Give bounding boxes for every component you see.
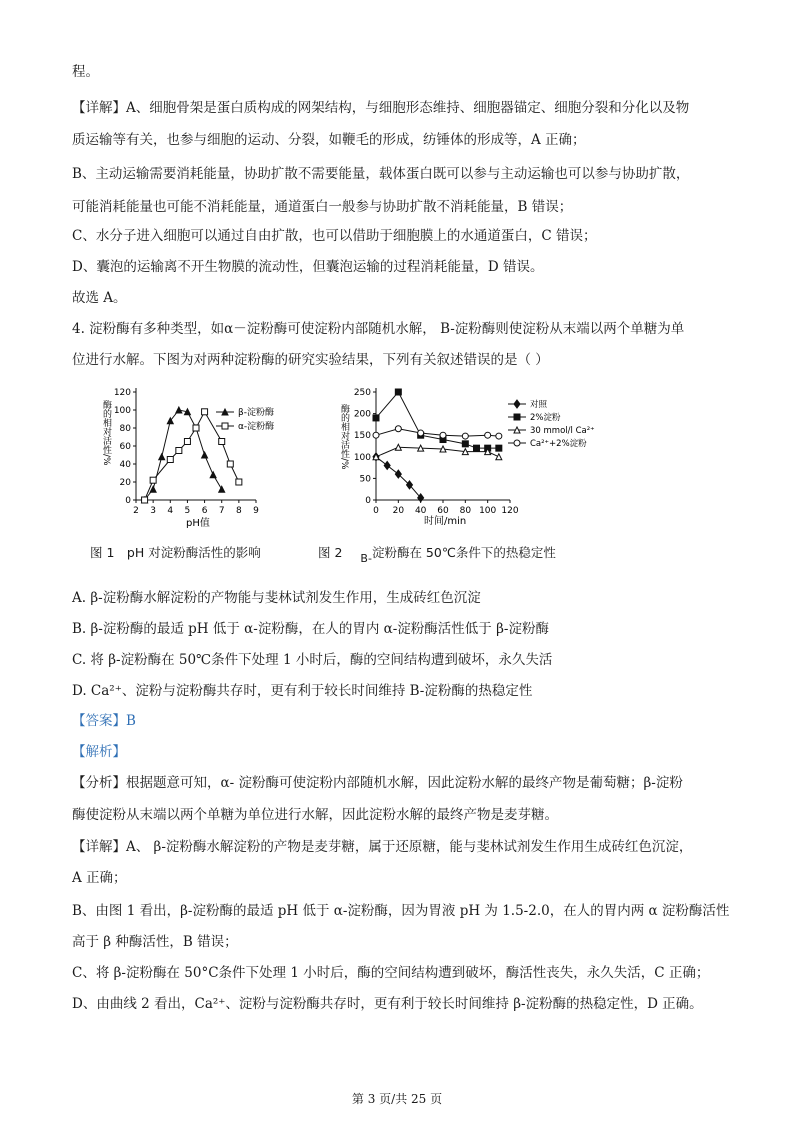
option-d: D. Ca²⁺、淀粉与淀粉酶共存时，更有利于较长时间维持 B-淀粉酶的热稳定性 [72, 683, 533, 699]
figure-2-caption [318, 543, 556, 565]
fig2-caption-sub: B- [360, 552, 372, 565]
fig1-y-tick-label: 120 [113, 388, 131, 398]
fig1-x-tick-label: 6 [201, 506, 208, 516]
fig2-y-tick-label: 250 [353, 388, 371, 398]
fig1-series-line [145, 410, 222, 500]
fig1-ylabel: 酶的相对活性/% [101, 400, 111, 466]
fig1-y-tick-label: 0 [125, 496, 131, 506]
fig1-data-point [142, 497, 148, 503]
fig1-x-tick-label: 8 [235, 506, 242, 516]
fig1-xlabel: pH值 [186, 518, 210, 529]
fig1-x-tick-label: 3 [150, 506, 157, 516]
option-a: A. β-淀粉酶水解淀粉的产物能与斐林试剂发生作用，生成砖红色沉淀 [72, 590, 481, 606]
fig1-x-tick-label: 9 [253, 506, 259, 516]
explanation-line: 高于 β 种酶活性，B 错误； [72, 934, 238, 950]
fig1-data-point [176, 448, 182, 454]
fig1-legend-label: β-淀粉酶 [238, 408, 274, 418]
text-line: C、水分子进入细胞可以通过自由扩散，也可以借助于细胞膜上的水通道蛋白，C 错误； [72, 228, 597, 244]
fig1-data-point [193, 425, 199, 431]
fig2-legend-marker [514, 440, 520, 446]
fig1-x-tick-label: 2 [133, 506, 139, 516]
page-footer: 第 3 页/共 25 页 [351, 1092, 443, 1106]
figure-1-chart [96, 384, 276, 534]
fig2-data-point [496, 445, 502, 451]
fig2-x-tick-label: 0 [373, 506, 379, 516]
figure-2-chart [336, 384, 616, 534]
explanation-line: 【分析】根据题意可知，α- 淀粉酶可使淀粉内部随机水解，因此淀粉水解的最终产物是葡萄糖；β-淀粉 [72, 775, 683, 791]
fig1-legend-marker [222, 423, 228, 429]
explanation-line: D、由曲线 2 看出，Ca²⁺、淀粉与淀粉酶共存时，更有利于较长时间维持 β-淀粉酶的热稳定性，D 正确。 [72, 996, 703, 1012]
explanation-line: A 正确； [72, 870, 127, 886]
fig1-data-point [202, 409, 208, 415]
text-line: 故选 A。 [72, 290, 127, 306]
fig1-data-point [210, 472, 216, 478]
fig2-caption-text: 淀粉酶在 50℃条件下的热稳定性 [371, 545, 556, 560]
fig2-data-point [485, 432, 491, 438]
text-line: 质运输等有关，也参与细胞的运动、分裂，如鞭毛的形成，纺锤体的形成等，A 正确； [72, 132, 586, 148]
fig2-data-point [462, 433, 468, 439]
fig2-series-line [376, 429, 499, 436]
fig1-data-point [227, 461, 233, 467]
explanation-line: C、将 β-淀粉酶在 50°C条件下处理 1 小时后，酶的空间结构遭到破坏，酶活性丧失，永久失活，C 正确； [72, 965, 710, 981]
fig2-caption-prefix: 图 2 [318, 545, 343, 560]
text-line: B、主动运输需要消耗能量，协助扩散不需要能量，载体蛋白既可以参与主动运输也可以参与协助扩散， [72, 166, 690, 182]
fig2-ylabel: 酶的相对活性/% [339, 404, 349, 470]
fig1-x-tick-label: 5 [184, 506, 191, 516]
fig2-x-tick-label: 120 [501, 506, 519, 516]
question-stem: 位进行水解。下图为对两种淀粉酶的研究实验结果，下列有关叙述错误的是（ ） [72, 352, 549, 368]
fig2-series-line [376, 447, 499, 457]
fig2-data-point [395, 389, 401, 395]
fig2-xlabel: 时间/min [424, 516, 467, 527]
fig2-legend-label: 30 mmol/l Ca²⁺ [530, 426, 595, 436]
fig1-y-tick-label: 20 [119, 478, 131, 488]
fig1-data-point [159, 454, 165, 460]
figure-1-caption: 图 1 pH 对淀粉酶活性的影响 [90, 545, 261, 560]
fig2-data-point [496, 433, 502, 439]
fig1-legend-label: α-淀粉酶 [238, 422, 275, 432]
fig2-data-point [384, 461, 390, 469]
fig1-y-tick-label: 40 [119, 460, 131, 470]
fig1-data-point [219, 486, 225, 492]
text-line: D、囊泡的运输离不开生物膜的流动性，但囊泡运输的过程消耗能量，D 错误。 [72, 259, 544, 275]
fig2-legend-label: 2%淀粉 [530, 413, 561, 423]
fig2-x-tick-label: 40 [414, 506, 427, 516]
fig2-x-tick-label: 60 [437, 506, 449, 516]
fig2-series-line [376, 392, 499, 448]
fig2-x-tick-label: 80 [459, 506, 472, 516]
explanation-line: B、由图 1 看出，β-淀粉酶的最适 pH 低于 α-淀粉酶，因为胃液 pH 为 1.5-2.0，在人的胃内两 α 淀粉酶活性 [72, 903, 730, 919]
fig2-data-point [462, 441, 468, 447]
explanation-line: 酶使淀粉从末端以两个单糖为单位进行水解，因此淀粉水解的最终产物是麦芽糖。 [72, 807, 558, 823]
fig1-x-tick-label: 7 [218, 506, 225, 516]
fig2-data-point [496, 454, 502, 460]
fig1-data-point [202, 452, 208, 458]
answer-label: 【答案】B [72, 713, 136, 729]
fig2-data-point [418, 430, 424, 436]
fig2-data-point [440, 432, 446, 438]
fig2-y-tick-label: 200 [353, 409, 371, 420]
fig2-data-point [373, 432, 379, 438]
text-line: 【详解】A、细胞骨架是蛋白质构成的网架结构，与细胞形态维持、细胞器锚定、细胞分裂和分化以及物 [72, 100, 690, 116]
fig2-data-point [395, 470, 401, 478]
fig2-legend-label: Ca²⁺+2%淀粉 [530, 439, 587, 449]
text-line: 程。 [72, 64, 99, 80]
fig2-y-tick-label: 150 [353, 431, 371, 442]
fig1-data-point [219, 439, 225, 445]
fig2-legend-marker [514, 414, 520, 420]
fig2-legend-marker [514, 400, 520, 408]
fig2-x-tick-label: 20 [392, 506, 405, 516]
fig2-data-point [474, 445, 480, 451]
fig2-y-tick-label: 100 [353, 452, 371, 463]
question-stem: 4. 淀粉酶有多种类型，如α－淀粉酶可使淀粉内部随机水解， B-淀粉酶则使淀粉从末端以两个单糖为单 [72, 321, 685, 337]
fig1-data-point [150, 486, 156, 492]
fig1-y-tick-label: 100 [113, 406, 131, 416]
option-c: C. 将 β-淀粉酶在 50℃条件下处理 1 小时后，酶的空间结构遭到破坏，永久失活 [72, 652, 553, 668]
explanation-line: 【详解】A、 β-淀粉酶水解淀粉的产物是麦芽糖，属于还原糖，能与斐林试剂发生作用生成砖红色沉淀， [72, 839, 693, 855]
fig2-y-tick-label: 50 [359, 474, 371, 485]
analysis-label: 【解析】 [72, 744, 126, 760]
text-line: 可能消耗能量也可能不消耗能量，通道蛋白一般参与协助扩散不消耗能量，B 错误； [72, 199, 573, 215]
fig1-data-point [167, 457, 173, 463]
fig1-y-tick-label: 80 [119, 424, 131, 434]
fig1-data-point [236, 479, 242, 485]
fig2-legend-label: 对照 [530, 400, 548, 410]
fig2-data-point [395, 426, 401, 432]
fig1-data-point [150, 477, 156, 483]
fig1-y-tick-label: 60 [119, 442, 131, 452]
fig2-data-point [373, 415, 379, 421]
fig1-data-point [184, 439, 190, 445]
option-b: B. β-淀粉酶的最适 pH 低于 α-淀粉酶，在人的胃内 α-淀粉酶活性低于 β-淀粉酶 [72, 621, 549, 637]
fig2-y-tick-label: 0 [365, 496, 371, 506]
fig1-x-tick-label: 4 [167, 506, 174, 516]
fig2-x-tick-label: 100 [479, 506, 497, 516]
